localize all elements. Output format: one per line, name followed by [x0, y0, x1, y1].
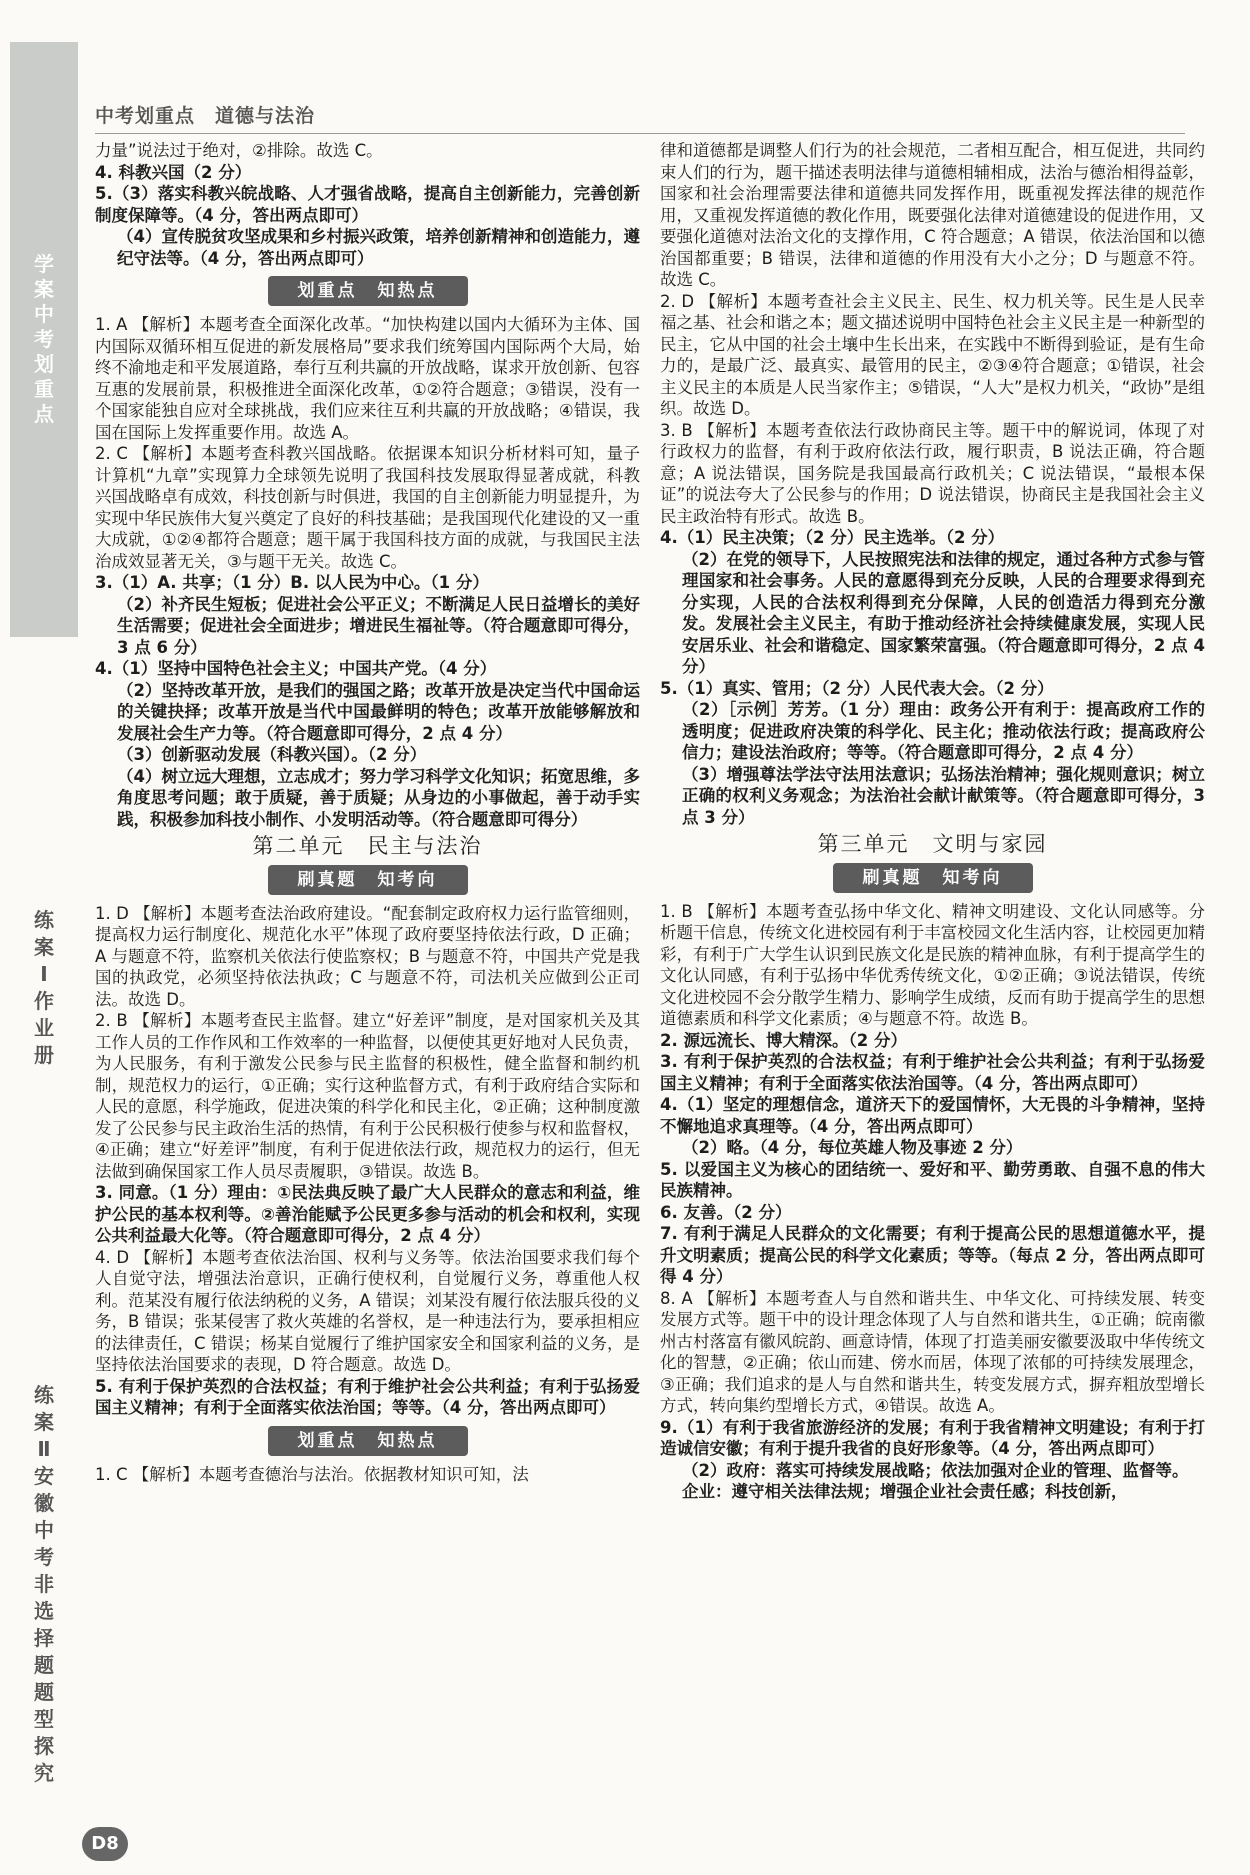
answer-item: 5.（1）真实、管用；（2 分）人民代表大会。（2 分）	[660, 678, 1054, 698]
text-line: 律和道德都是调整人们行为的社会规范，二者相互配合，相互促进，共同约束人们的行为，题干描述表明法律与道德相辅相成，法治与德治相得益彰，国家和社会治理需要法律和道德共同发挥作用，既重视发挥法律的规范作用，又重视发挥道德的教化作用，既要强化法律对道德建设的促进作用，又要强化道德对法治文化的支撑作用，C 符合题意；A 错误，依法治国和以德治国都重要；B 错误，法律和道德的作用没有大小之分；D 与题意不符。故选 C。	[660, 141, 1205, 289]
answer-item: 9.（1）有利于我省旅游经济的发展；有利于我省精神文明建设；有利于打造诚信安徽；有利于提升我省的良好形象等。（4 分，答出两点即可）	[660, 1417, 1205, 1458]
answer-item: 2. C 【解析】本题考查科教兴国战略。依据课本知识分析材料可知，量子计算机“九章”实现算力全球领先说明了我国科技发展取得显著成就，科教兴国战略卓有成效，科技创新与时俱进，我国的自主创新能力明显提升，为实现中华民族伟大复兴奠定了良好的科技基础；是我国现代化建设的又一重大成就，①②④都符合题意；题干属于我国科技方面的成就，与我国民主法治成效显著无关，③与题干无关。故选 C。	[95, 444, 640, 571]
answer-item: 2. B 【解析】本题考查民主监督。建立“好差评”制度，是对国家机关及其工作人员的工作作风和工作效率的一种监督，以便使其更好地对人民负责，为人民服务，有利于激发公民参与民主监督的积极性，健全监督和制约机制，规范权力的运行，①正确；实行这种监督方式，有利于政府结合实际和人民的意愿，科学施政，促进决策的科学化和民主化，②正确；这种制度激发了公民参与民主政治生活的热情，有利于公民积极行使参与权和监督权，④正确；建立“好差评”制度，有利于促进依法行政，规范权力的运行，但无法做到确保国家工作人员尽责履职，③错误。故选 B。	[95, 1011, 640, 1181]
page-header: 中考划重点 道德与法治	[95, 105, 316, 127]
answer-item: 4.（1）民主决策；（2 分）民主选举。（2 分）	[660, 528, 1005, 547]
section-banner: 刷真题 知考向	[833, 863, 1033, 893]
sidebar-section-study	[10, 42, 78, 637]
answer-subitem: （2）政府：落实可持续发展战略；依法加强对企业的管理、监督等。	[682, 1460, 1189, 1480]
answer-item: 2. D 【解析】本题考查社会主义民主、民生、权力机关等。民生是人民幸福之基、社会和谐之本；题文描述说明中国特色社会主义民主是一种新型的民主，它从中国的社会土壤中生长出来，在实践中不断得到验证，是有生命力的，是最广泛、最真实、最管用的民主，②③④符合题意；①错误，社会主义民主的本质是人民当家作主；⑤错误，“人大”是权力机关，“政协”是组织。故选 D。	[660, 291, 1206, 418]
answer-item: 4.（1）坚持中国特色社会主义；中国共产党。（4 分）	[95, 659, 497, 678]
answer-subitem: （2）略。（4 分，每位英雄人物及事迹 2 分）	[682, 1138, 1023, 1157]
answer-item: 5. 以爱国主义为核心的团结统一、爱好和平、勤劳勇敢、自强不息的伟大民族精神。	[660, 1159, 1205, 1200]
answer-subitem: （3）创新驱动发展（科教兴国）。（2 分）	[117, 745, 427, 764]
answer-subitem: （2）坚持改革开放，是我们的强国之路；改革开放是决定当代中国命运的关键抉择；改革开放是当代中国最鲜明的特色；改革开放能够解放和发展社会生产力等。（符合题意即可得分，2 点 4 分）	[117, 680, 640, 743]
answer-subitem: （2）［示例］芳芳。（1 分）理由：政务公开有利于：提高政府工作的透明度；促进政府决策的科学化、民主化；推动依法行政；提高政府公信力；建设法治政府；等等。（符合题意即可得分，2 点 4 分）	[682, 700, 1205, 762]
answer-subitem: （2）补齐民生短板；促进社会公平正义；不断满足人民日益增长的美好生活需要；促进社会全面进步；增进民生福祉等。（符合题意即可得分，3 点 6 分）	[117, 594, 640, 657]
section-banner: 划重点 知热点	[268, 1426, 468, 1456]
section-banner: 刷真题 知考向	[268, 865, 468, 895]
answer-item: 4.（1）坚定的理想信念，道济天下的爱国情怀，大无畏的斗争精神，坚持不懈地追求真理等。（4 分，答出两点即可）	[660, 1095, 1205, 1136]
section-banner: 划重点 知热点	[268, 276, 468, 306]
answer-item: 6. 友善。（2 分）	[660, 1202, 792, 1222]
sidebar-label-study: 学 案 中 考 划 重 点	[34, 252, 54, 426]
answer-item: 3. B 【解析】本题考查依法行政协商民主等。题干中的解说词，体现了对行政权力的监督，有利于政府依法行政，履行职责，B 说法正确，符合题意；A 说法错误，国务院是我国最高行政机关；C 说法错误，“最根本保证”的说法夸大了公民参与的作用；D 说法错误，协商民主是我国社会主义民主政治特有形式。故选 B。	[660, 420, 1205, 526]
answer-item: 1. A 【解析】本题考查全面深化改革。“加快构建以国内大循环为主体、国内国际双循环相互促进的新发展格局”要求我们统筹国内国际两个大局，始终不渝地走和平发展道路，奉行互利共赢的开放战略，谋求开放创新、包容互惠的发展前景，积极推进全面深化改革，①②符合题意；③错误，没有一个国家能独自应对全球挑战，我们应来往互利共赢的开放战略；④错误，我国在国际上发挥重要作用。故选 A。	[95, 315, 640, 442]
answer-subitem: 企业：遵守相关法律法规；增强企业社会责任感；科技创新，	[682, 1482, 1128, 1501]
text-line: 力量”说法过于绝对，②排除。故选 C。	[95, 141, 383, 160]
header-divider	[95, 133, 1185, 134]
answer-item: 3. 同意。（1 分）理由：①民法典反映了最广大人民群众的意志和利益，维护公民的基本权利等。②善治能赋予公民更多参与活动的机会和权利，实现公共利益最大化等。（符合题意即可得分，2 点 4 分）	[95, 1183, 640, 1245]
answer-item: 8. A 【解析】本题考查人与自然和谐共生、中华文化、可持续发展、转变发展方式等。题干中的设计理念体现了人与自然和谐共生，①正确；皖南徽州古村落富有徽风皖韵、画意诗情，体现了打造美丽安徽要汲取中华传统文化的智慧，②正确；依山而建、傍水而居，体现了浓郁的可持续发展理念，③正确；我们追求的是人与自然和谐共生，转变发展方式，摒弃粗放型增长方式，转向集约型增长方式，④错误。故选 A。	[660, 1288, 1205, 1415]
answer-item: 5.（3）落实科教兴皖战略、人才强省战略，提高自主创新能力，完善创新制度保障等。（4 分，答出两点即可）	[95, 184, 640, 225]
answer-subitem: （3）增强尊法学法守法用法意识；弘扬法治精神；强化规则意识；树立正确的权利义务观念；为法治社会献计献策等。（符合题意即可得分，3 点 3 分）	[682, 764, 1205, 827]
left-column	[95, 140, 640, 1485]
answer-subitem: （2）在党的领导下，人民按照宪法和法律的规定，通过各种方式参与管理国家和社会事务。人民的意愿得到充分反映，人民的合理要求得到充分实现，人民的合法权利得到充分保障，人民的创造活力得到充分激发。发展社会主义民主，有助于推动经济社会持续健康发展，实现人民安居乐业、社会和谐稳定、国家繁荣富强。（符合题意即可得分，2 点 4 分）	[682, 549, 1205, 676]
answer-item: 5. 有利于保护英烈的合法权益；有利于维护社会公共利益；有利于弘扬爱国主义精神；有利于全面落实依法治国；等等。（4 分，答出两点即可）	[95, 1376, 640, 1417]
answer-item: 7. 有利于满足人民群众的文化需要；有利于提高公民的思想道德水平，提升文明素质；提高公民的科学文化素质；等等。（每点 2 分，答出两点即可得 4 分）	[660, 1224, 1205, 1286]
answer-item: 3. 有利于保护英烈的合法权益；有利于维护社会公共利益；有利于弘扬爱国主义精神；有利于全面落实依法治国等。（4 分，答出两点即可）	[660, 1052, 1205, 1093]
sidebar-label-practice-1	[24, 907, 64, 1069]
answer-item: 1. B 【解析】本题考查弘扬中华文化、精神文明建设、文化认同感等。分析题干信息，传统文化进校园有利于丰富校园文化生活内容，让校园更加精彩，有利于广大学生认识到民族文化是民族的精神血脉，有利于提高学生的文化认同感，有利于弘扬中华优秀传统文化，①②正确；③说法错误，传统文化进校园不会分散学生精力、影响学生成绩，反而有助于提高学生的思想道德素质和科学文化素质；④与题意不符。故选 B。	[660, 901, 1205, 1028]
answer-subitem: （4）宣传脱贫攻坚成果和乡村振兴政策，培养创新精神和创造能力，遵纪守法等。（4 分，答出两点即可）	[117, 227, 640, 268]
answer-item: 1. D 【解析】本题考查法治政府建设。“配套制定政府权力运行监管细则，提高权力运行制度化、规范化水平”体现了政府要坚持依法行政，D 正确；A 与题意不符，监察机关依法行使监察权；B 与题意不符，中国共产党是我国的执政党，必须坚持依法执政；C 与题意不符，司法机关应做到公正司法。故选 D。	[95, 903, 640, 1009]
answer-subitem: （4）树立远大理想，立志成才；努力学习科学文化知识；拓宽思维，多角度思考问题；敢于质疑，善于质疑；从身边的小事做起，善于动手实践，积极参加科技小制作、小发明活动等。（符合题意即可得分）	[117, 766, 640, 829]
answer-item: 4. D 【解析】本题考查依法治国、权利与义务等。依法治国要求我们每个人自觉守法，增强法治意识，正确行使权利，自觉履行义务，尊重他人权利。范某没有履行依法纳税的义务，A 错误；刘某没有履行依法服兵役的义务，B 错误；张某侵害了救火英雄的名誉权，是一种违法行为，要承担相应的法律责任，C 错误；杨某自觉履行了维护国家安全和国家利益的义务，是坚持依法治国要求的表现，D 符合题意。故选 D。	[95, 1247, 640, 1374]
answer-item: 3.（1）A. 共享；（1 分）B. 以人民为中心。（1 分）	[95, 573, 489, 592]
sidebar-label-practice-2-text: 练 案 Ⅱ 安 徽 中 考 非 选 择 题 题 型 探 究	[34, 1383, 54, 1785]
sidebar	[10, 42, 78, 1842]
sidebar-label-practice-1-text: 练 案 Ⅰ 作 业 册	[34, 908, 54, 1067]
answer-item: 2. 源远流长、博大精深。（2 分）	[660, 1030, 907, 1050]
unit-title: 第二单元 民主与法治	[252, 834, 483, 858]
unit-title: 第三单元 文明与家园	[817, 832, 1048, 856]
sidebar-label-practice-2	[24, 1382, 64, 1787]
answer-item: 1. C 【解析】本题考查德治与法治。依据教材知识可知，法	[95, 1464, 529, 1484]
answer-item: 4. 科教兴国（2 分）	[95, 162, 252, 182]
right-column	[660, 140, 1205, 1503]
page-number: D8	[82, 1827, 128, 1861]
